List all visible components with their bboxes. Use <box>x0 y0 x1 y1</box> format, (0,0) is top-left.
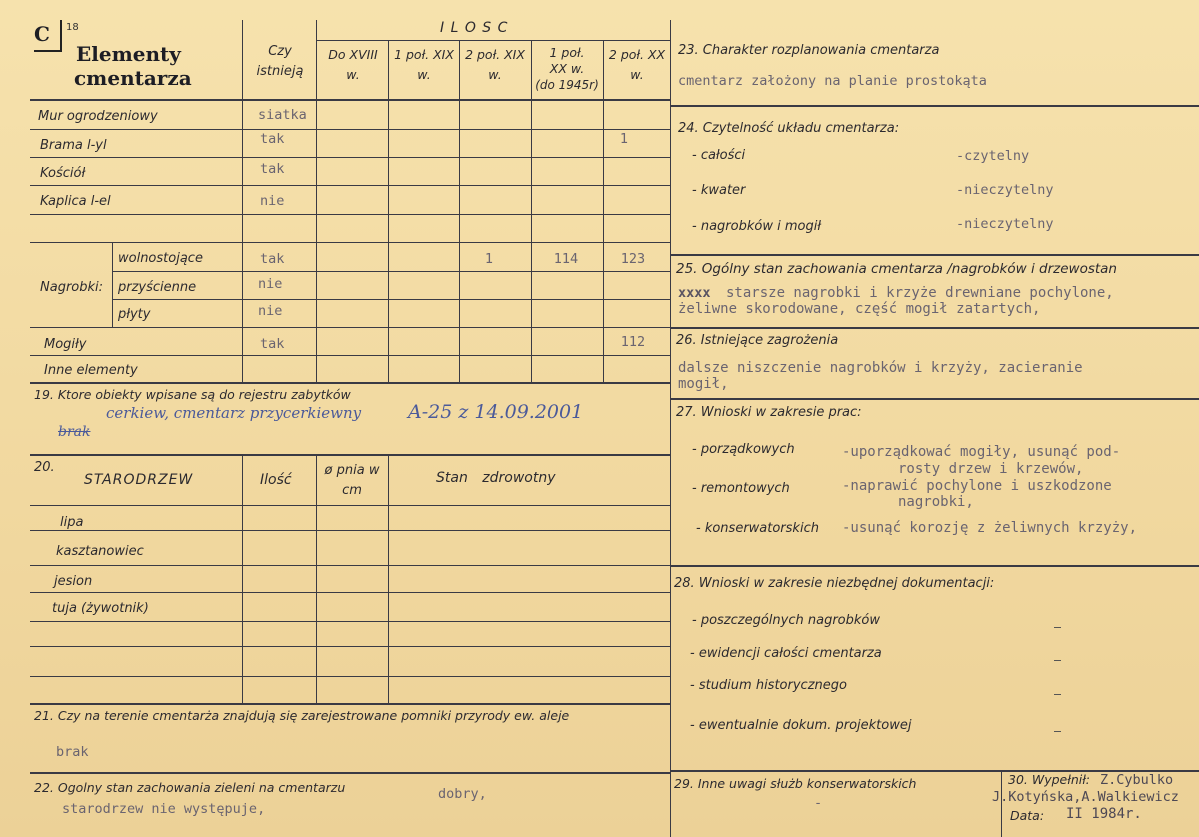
row-label-plyty: płyty <box>118 307 151 322</box>
col-xx2-header: 2 poł. XX w. <box>608 47 666 82</box>
s30-name-1: Z.Cybulko <box>1100 772 1174 788</box>
table-line <box>30 382 670 384</box>
table-line <box>388 40 389 383</box>
s20-col-qty: Ilość <box>260 472 292 488</box>
s27-kons-1: -usunąć korozję z żeliwnych krzyży, <box>842 520 1138 536</box>
table-line <box>603 40 604 383</box>
table-line <box>30 129 670 130</box>
form-code-letter: C <box>34 22 50 46</box>
table-line <box>112 243 113 328</box>
s30-date: II 1984r. <box>1066 806 1142 822</box>
s28-label: 28. Wnioski w zakresie niezbędnej dokumentacji: <box>674 576 995 591</box>
s27-rem-2: nagrobki, <box>898 494 974 510</box>
s22-answer-2: starodrzew nie występuje, <box>62 801 266 817</box>
s20-col-tree: STARODRZEW <box>84 472 194 488</box>
s28-item-2-dash <box>1054 660 1061 661</box>
row-label-przyscienne: przyścienne <box>118 280 197 295</box>
tree-row-4: tuja (żywotnik) <box>52 601 149 616</box>
s28-item-4: - ewentualnie dokum. projektowej <box>690 718 912 733</box>
card-title-line2: cmentarza <box>74 66 192 90</box>
table-line <box>30 530 670 531</box>
s25-line-1: starsze nagrobki i krzyże drewniane pochylone, <box>726 285 1114 301</box>
table-line <box>30 592 670 593</box>
table-line <box>30 703 670 705</box>
row-label-mur: Mur ogrodzeniowy <box>38 109 158 124</box>
s27-rem-1: -naprawić pochylone i uszkodzone <box>842 478 1112 494</box>
cell-wolno-exists: tak <box>260 251 285 267</box>
s20-number: 20. <box>34 460 55 475</box>
s19-handwritten-objects: cerkiew, cmentarz przycerkiewny <box>106 404 362 422</box>
table-line <box>30 355 670 356</box>
form-code <box>34 20 62 52</box>
row-label-nagrobki: Nagrobki: <box>40 280 104 295</box>
table-line <box>30 185 670 186</box>
cell-kosciol-exists: tak <box>260 161 285 177</box>
s27-kons-label: - konserwatorskich <box>696 521 819 536</box>
card-title-line1: Elementy <box>76 42 181 66</box>
form-code-superscript: 18 <box>66 22 79 33</box>
table-line <box>30 676 670 677</box>
cell-plyty-exists: nie <box>258 303 283 319</box>
s26-label: 26. Istniejące zagrożenia <box>676 333 839 348</box>
s24-item-1-value: -czytelny <box>956 148 1030 164</box>
s23-label: 23. Charakter rozplanowania cmentarza <box>678 43 940 58</box>
table-line <box>112 299 670 300</box>
cell-brama-xx2: 1 <box>619 131 629 147</box>
col-xix1-header: 1 poł. XIX w. <box>394 47 454 82</box>
table-line <box>30 646 670 647</box>
table-line <box>316 455 317 704</box>
s20-col-diam: ø pnia w cm <box>324 463 380 498</box>
tree-row-1: lipa <box>60 515 84 530</box>
col-xx1-header <box>533 45 601 93</box>
s24-item-1-name: - całości <box>692 148 746 163</box>
tree-row-3: jesion <box>54 574 93 589</box>
card-title <box>74 42 192 90</box>
col-exists-header: Czy istnieją <box>256 44 304 79</box>
table-line <box>30 99 670 101</box>
table-line <box>670 105 1199 107</box>
s25-line-2: żeliwne skorodowane, część mogił zatartych, <box>678 301 1041 317</box>
table-line <box>30 242 670 243</box>
col-xx1-line1: 1 poł. <box>549 45 585 60</box>
s27-porz-2: rosty drzew i krzewów, <box>898 461 1084 477</box>
col-xx1-line3: (do 1945r) <box>535 78 599 92</box>
s26-line-1: dalsze niszczenie nagrobków i krzyży, zacieranie <box>678 360 1083 376</box>
s27-porz-label: - porządkowych <box>692 442 795 457</box>
s19-label: 19. Ktore obiekty wpisane są do rejestru zabytków <box>34 387 351 402</box>
table-line <box>30 454 670 456</box>
s20-col-health: Stan zdrowotny <box>436 470 556 486</box>
tree-row-2: kasztanowiec <box>56 544 144 559</box>
col-xviii-header: Do XVIII w. <box>328 47 378 82</box>
table-line <box>459 40 460 383</box>
s25-struck: xxxx <box>678 285 711 301</box>
s30-name-2: J.Kotyńska,A.Walkiewicz <box>992 789 1179 805</box>
s24-item-3-value: -nieczytelny <box>956 216 1054 232</box>
s23-answer: cmentarz założony na planie prostokąta <box>678 73 987 89</box>
center-divider <box>670 20 671 837</box>
table-line <box>30 772 670 774</box>
col-xx1-line2: XX w. <box>549 61 585 76</box>
row-label-kaplica: Kaplica l-el <box>40 194 111 209</box>
s24-item-2-value: -nieczytelny <box>956 182 1054 198</box>
cell-przysc-exists: nie <box>258 276 283 292</box>
s27-label: 27. Wnioski w zakresie prac: <box>676 405 862 420</box>
s22-label: 22. Ogolny stan zachowania zieleni na cmentarzu <box>34 780 346 795</box>
table-line <box>242 455 243 704</box>
s22-answer-1: dobry, <box>438 786 487 802</box>
table-line <box>242 20 243 383</box>
table-line <box>670 254 1199 256</box>
s29-answer: - <box>814 795 823 811</box>
row-label-kosciol: Kościół <box>40 166 86 181</box>
s28-item-1: - poszczególnych nagrobków <box>692 613 880 628</box>
s24-label: 24. Czytelność układu cmentarza: <box>678 121 900 136</box>
cell-wolno-xix2: 1 <box>484 251 494 267</box>
table-line <box>670 398 1199 400</box>
s21-label: 21. Czy na terenie cmentarża znajdują się zarejestrowane pomniki przyrody ew. aleje <box>34 708 570 723</box>
s25-label: 25. Ogólny stan zachowania cmentarza /nagrobków i drzewostan <box>676 261 1117 277</box>
cell-kaplica-exists: nie <box>260 193 285 209</box>
cell-mogily-xx2: 112 <box>620 334 646 350</box>
s26-line-2: mogił, <box>678 376 729 392</box>
s28-item-1-dash <box>1054 627 1061 628</box>
s19-handwritten-register: A-25 z 14.09.2001 <box>408 401 584 423</box>
table-line <box>30 621 670 622</box>
s28-item-3-dash <box>1054 694 1061 695</box>
table-line <box>30 157 670 158</box>
s30-date-label: Data: <box>1010 808 1045 823</box>
col-xix2-header: 2 poł. XIX w. <box>465 47 525 82</box>
s27-porz-1: -uporządkować mogiły, usunąć pod- <box>842 444 1121 460</box>
s27-rem-label: - remontowych <box>692 481 790 496</box>
s21-answer: brak <box>56 744 89 760</box>
cell-brama-exists: tak <box>260 131 285 147</box>
row-label-brama: Brama l-yl <box>40 138 107 153</box>
table-line <box>30 214 670 215</box>
s24-item-2-name: - kwater <box>692 183 746 198</box>
s30-label: 30. Wypełnił: <box>1008 772 1091 787</box>
table-line <box>30 327 670 328</box>
table-line <box>112 271 670 272</box>
cell-mur-exists: siatka <box>258 107 307 123</box>
table-line <box>531 40 532 383</box>
row-label-mogily: Mogiły <box>44 337 87 352</box>
s24-item-3-name: - nagrobków i mogił <box>692 219 822 234</box>
s29-label: 29. Inne uwagi służb konserwatorskich <box>674 776 917 791</box>
table-line <box>316 20 317 383</box>
cell-mogily-exists: tak <box>260 336 285 352</box>
s28-item-2: - ewidencji całości cmentarza <box>690 646 882 661</box>
row-label-wolnostojace: wolnostojące <box>118 251 203 266</box>
table-line <box>670 565 1199 567</box>
table-line <box>30 565 670 566</box>
table-line <box>388 455 389 704</box>
s28-item-4-dash <box>1054 731 1061 732</box>
table-line <box>30 505 670 506</box>
s19-struck-text: brak <box>58 424 91 440</box>
row-label-inne: Inne elementy <box>44 363 138 378</box>
cell-wolno-xx2: 123 <box>620 251 646 267</box>
s28-item-3: - studium historycznego <box>690 678 847 693</box>
cell-wolno-xx1: 114 <box>553 251 579 267</box>
table-line <box>670 327 1199 329</box>
quantity-header: I L O S C <box>440 20 509 36</box>
table-line <box>316 40 670 41</box>
